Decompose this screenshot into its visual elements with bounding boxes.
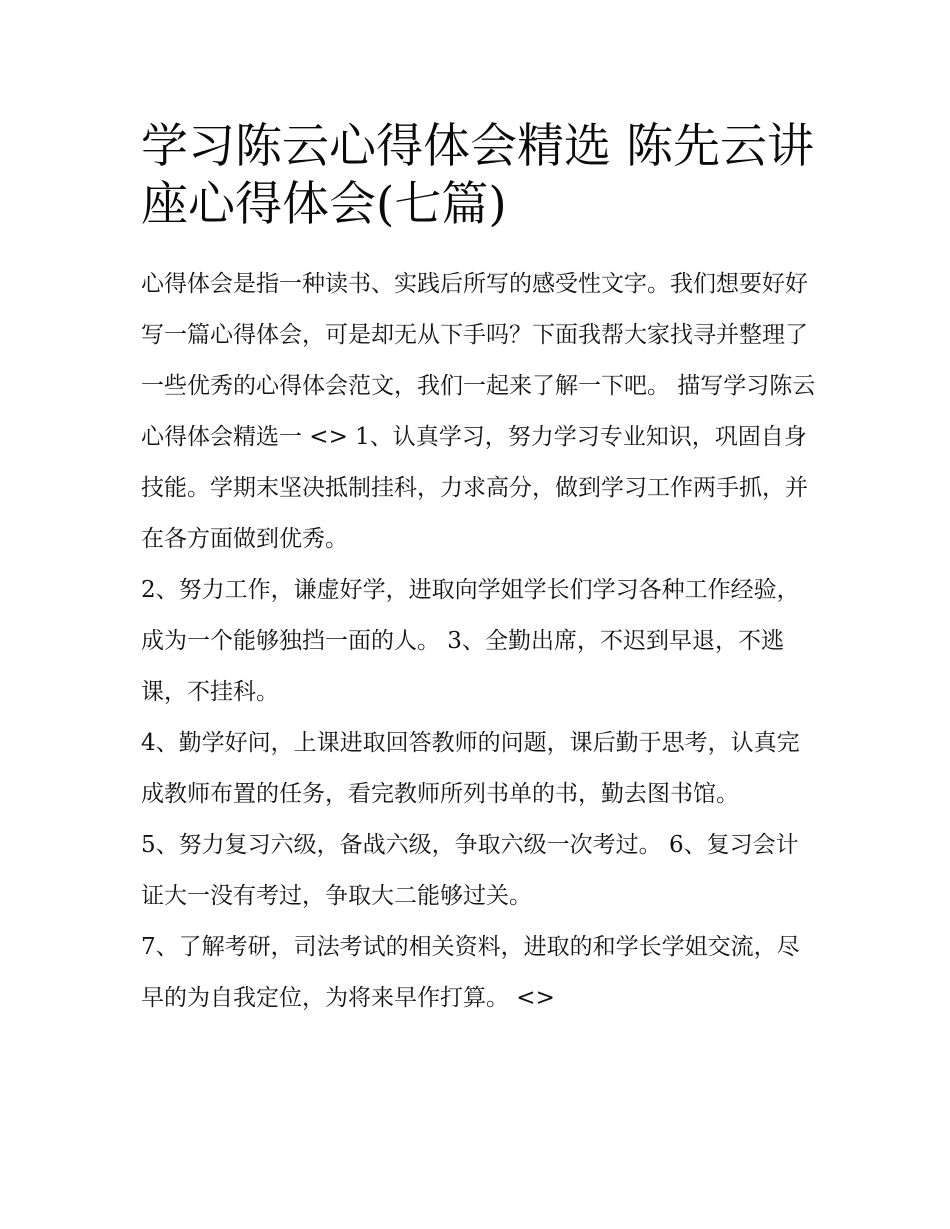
paragraph-item-4: 4、勤学好问，上课进取回答教师的问题，课后勤于思考，认真完成教师布置的任务，看完教师所列书单的书，勤去图书馆。 xyxy=(141,730,800,807)
paragraph-intro: 心得体会是指一种读书、实践后所写的感受性文字。我们想要好好写一篇心得体会，可是却无从下手吗？下面我帮大家找寻并整理了一些优秀的心得体会范文，我们一起来了解一下吧。 描写学习陈云心得体会精选一 <> 1、认真学习，努力学习专业知识，巩固自身技能。学期末坚决抵制挂科，力求高分，做到学习工作两手抓，并在各方面做到优秀。 xyxy=(141,271,816,552)
document-content xyxy=(141,118,821,1024)
paragraph-item-2: 2、努力工作，谦虚好学，进取向学姐学长们学习各种工作经验，成为一个能够独挡一面的人。 3、全勤出席，不迟到早退，不逃课，不挂科。 xyxy=(141,577,800,705)
paragraph-item-5: 5、努力复习六级，备战六级，争取六级一次考过。 6、复习会计证大一没有考过，争取大二能够过关。 xyxy=(141,832,799,909)
document-body xyxy=(141,259,821,1024)
paragraph-item-7: 7、了解考研，司法考试的相关资料，进取的和学长学姐交流，尽早的为自我定位，为将来早作打算。 <> xyxy=(141,934,800,1011)
document-title: 学习陈云心得体会精选 陈先云讲座心得体会(七篇) xyxy=(141,119,814,232)
